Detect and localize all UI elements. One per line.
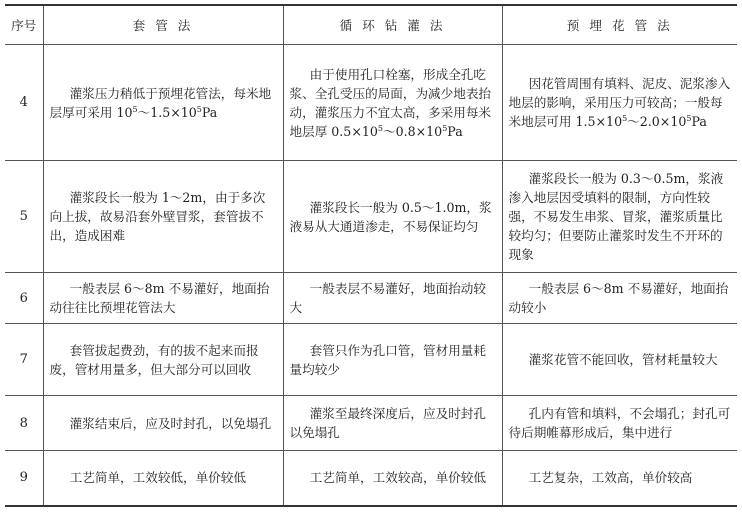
- header-embedded-perforated-pipe-method: 预 埋 花 管 法: [502, 5, 737, 45]
- row-number: 9: [5, 451, 43, 506]
- cell-embedded-pipe-method: 灌浆段长一般为 0.3～0.5m，浆液渗入地层因受填料的限制，方向性较强，不易发生串浆、冒浆，灌浆质量比较均匀；但要防止灌浆时发生不开环的现象: [502, 161, 737, 273]
- row-number: 7: [5, 324, 43, 396]
- cell-casing-method: 工艺简单，工效较低，单价较低: [43, 451, 283, 506]
- cell-circulation-drilling-method: 灌浆至最终深度后，应及时封孔以免塌孔: [283, 396, 502, 451]
- header-casing-method: 套 管 法: [43, 5, 283, 45]
- row-number: 5: [5, 161, 43, 273]
- cell-embedded-pipe-method: 因花管周围有填料、泥皮、泥浆渗入地层的影响，采用压力可较高；一般每米地层可用 $1.5\times 10^5\sim 2.0\times 10^5Pa$: [502, 45, 737, 161]
- table-row: [5, 273, 737, 324]
- row-number: 8: [5, 396, 43, 451]
- cell-circulation-drilling-method: 套管只作为孔口管，管材用量耗量均较少: [283, 324, 502, 396]
- comparison-table: [5, 4, 737, 507]
- cell-casing-method: 灌浆压力稍低于预埋花管法，每米地层厚可采用 $10^5\sim 1.5\times 10^5Pa$: [43, 45, 283, 161]
- row-number: 6: [5, 273, 43, 324]
- cell-casing-method: 灌浆结束后，应及时封孔，以免塌孔: [43, 396, 283, 451]
- cell-casing-method: 灌浆段长一般为 1～2m，由于多次向上拔，故易沿套外壁冒浆，套管拔不出，造成困难: [43, 161, 283, 273]
- table-row: [5, 161, 737, 273]
- cell-embedded-pipe-method: 一般表层 6～8m 不易灌好，地面抬动较小: [502, 273, 737, 324]
- row-number: 4: [5, 45, 43, 161]
- header-serial-number: 序号: [5, 5, 43, 45]
- table-row: [5, 324, 737, 396]
- table-row: [5, 451, 737, 506]
- table-header-row: [5, 5, 737, 45]
- cell-embedded-pipe-method: 工艺复杂，工效高，单价较高: [502, 451, 737, 506]
- cell-embedded-pipe-method: 灌浆花管不能回收，管材耗量较大: [502, 324, 737, 396]
- cell-circulation-drilling-method: 灌浆段长一般为 0.5～1.0m，浆液易从大通道渗走，不易保证均匀: [283, 161, 502, 273]
- header-circulation-drilling-method: 循 环 钻 灌 法: [283, 5, 502, 45]
- cell-circulation-drilling-method: 一般表层不易灌好，地面抬动较大: [283, 273, 502, 324]
- cell-casing-method: 一般表层 6～8m 不易灌好，地面抬动往往比预埋花管法大: [43, 273, 283, 324]
- cell-embedded-pipe-method: 孔内有管和填料，不会塌孔；封孔可待后期帷幕形成后，集中进行: [502, 396, 737, 451]
- cell-circulation-drilling-method: 由于使用孔口栓塞，形成全孔吃浆、全孔受压的局面，为减少地表抬动，灌浆压力不宜太高，多采用每米地层厚 $0.5\times 10^5\sim 0.8\times 10^5Pa$: [283, 45, 502, 161]
- cell-circulation-drilling-method: 工艺简单，工效较高，单价较低: [283, 451, 502, 506]
- table-row: [5, 45, 737, 161]
- table-row: [5, 396, 737, 451]
- cell-casing-method: 套管拔起费劲，有的拔不起来而报废，管材用量多，但大部分可以回收: [43, 324, 283, 396]
